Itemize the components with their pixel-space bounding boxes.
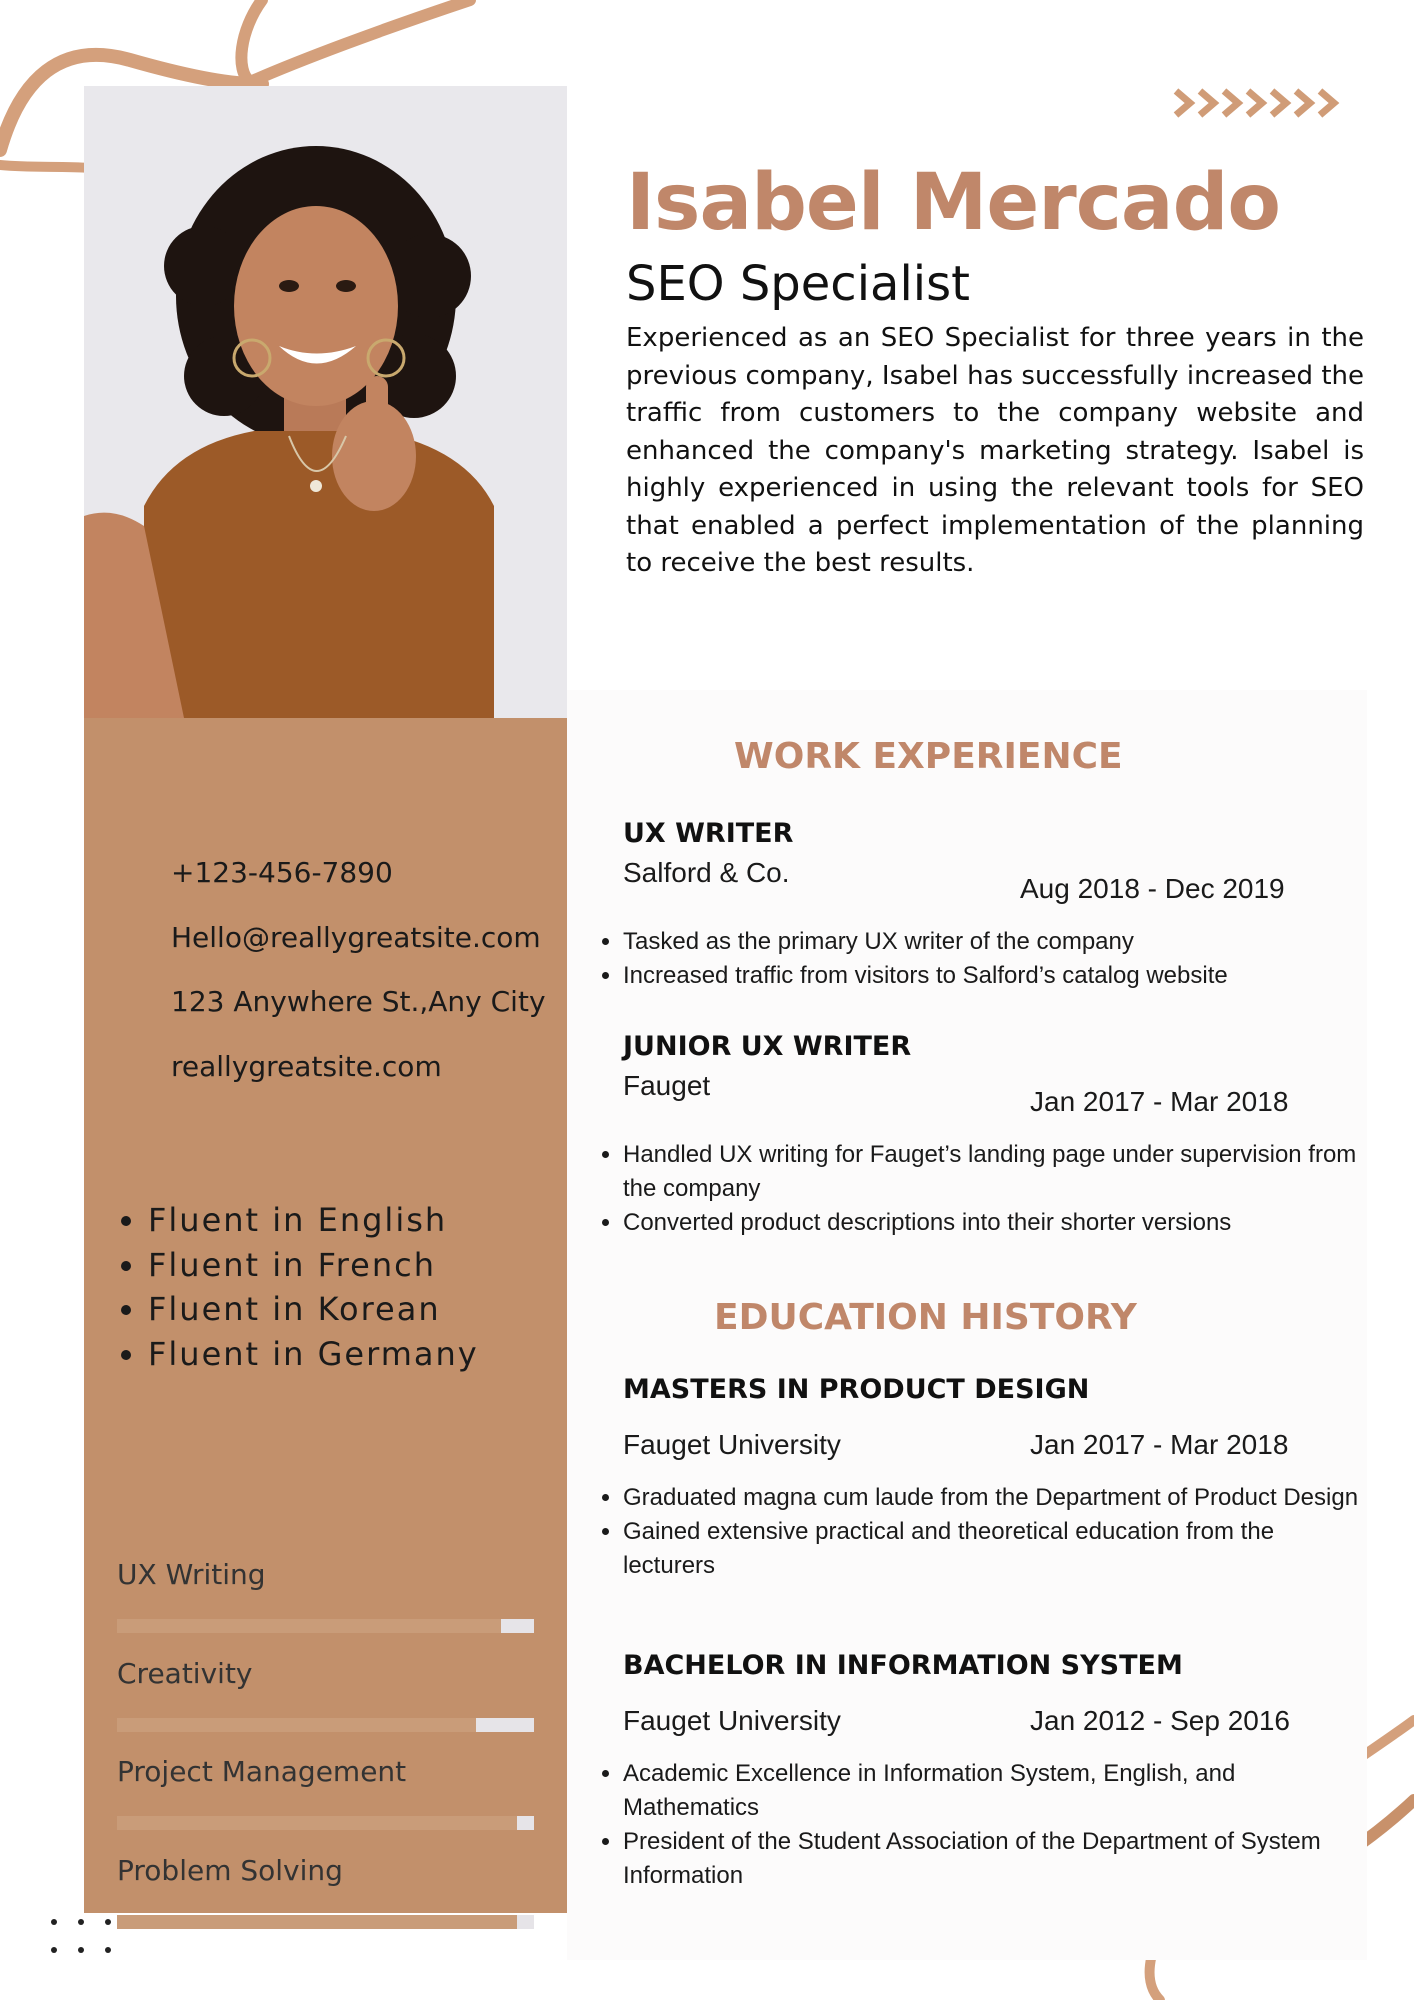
education-dates: Jan 2017 - Mar 2018	[1030, 1429, 1289, 1460]
language-item: • Fluent in Germany	[148, 1332, 479, 1377]
language-item: • Fluent in English	[148, 1198, 479, 1243]
skill-bar	[117, 1619, 534, 1633]
list-item: • Increased traffic from visitors to Salford’s catalog website	[623, 959, 1383, 993]
skill-bar-fill	[117, 1816, 517, 1830]
job-title: SEO Specialist	[626, 256, 970, 312]
skill-bar	[117, 1718, 534, 1732]
work-org: Salford & Co.	[623, 857, 790, 888]
skill-bar-marker	[476, 1718, 534, 1732]
skill-item	[117, 1854, 537, 1953]
education-degree: BACHELOR IN INFORMATION SYSTEM	[623, 1650, 1183, 1681]
skill-label: UX Writing	[117, 1558, 266, 1591]
skills-list	[117, 1558, 537, 1952]
skill-bar	[117, 1816, 534, 1830]
skill-bar-marker	[517, 1915, 534, 1929]
skill-bar-marker	[517, 1816, 534, 1830]
portrait-illustration	[84, 86, 567, 718]
contact-skills-panel	[84, 718, 567, 1913]
education-history-heading: EDUCATION HISTORY	[714, 1297, 1137, 1338]
list-item: • President of the Student Association of the Department of System Information	[623, 1825, 1363, 1893]
work-org: Fauget	[623, 1070, 711, 1101]
list-item: • Handled UX writing for Fauget’s landing page under supervision from the company	[623, 1138, 1363, 1206]
skill-bar-fill	[117, 1619, 501, 1633]
work-role: JUNIOR UX WRITER	[623, 1031, 912, 1062]
work-bullets	[597, 1138, 1363, 1240]
skill-item	[117, 1558, 537, 1657]
skill-label: Project Management	[117, 1755, 407, 1788]
contact-phone: +123-456-7890	[171, 856, 393, 889]
contact-email: Hello@reallygreatsite.com	[171, 920, 541, 954]
education-degree: MASTERS IN PRODUCT DESIGN	[623, 1374, 1090, 1405]
skill-item	[117, 1755, 537, 1854]
contact-list	[171, 856, 546, 1114]
list-item: • Gained extensive practical and theoretical education from the lecturers	[623, 1515, 1363, 1583]
education-dates: Jan 2012 - Sep 2016	[1030, 1705, 1290, 1736]
list-item: • Tasked as the primary UX writer of the company	[623, 925, 1383, 959]
chevrons-icon	[1172, 86, 1346, 120]
profile-photo	[84, 86, 567, 718]
list-item: • Converted product descriptions into their shorter versions	[623, 1206, 1363, 1240]
language-item: • Fluent in Korean	[148, 1287, 479, 1332]
skill-bar	[117, 1915, 534, 1929]
work-bullets	[597, 925, 1383, 993]
left-column	[84, 86, 567, 1913]
education-bullets	[597, 1481, 1363, 1583]
work-experience-heading: WORK EXPERIENCE	[734, 736, 1123, 777]
profile-summary: Experienced as an SEO Specialist for three years in the previous company, Isabel has successfully increased the traffic from customers to the company website and enhanced the company's marketing strategy. Isabel is highly experienced in using the relevant tools for SEO that enabled a perfect implementation of the planning to receive the best results.	[626, 323, 1364, 578]
skill-bar-fill	[117, 1718, 476, 1732]
skill-label: Creativity	[117, 1656, 253, 1690]
work-dates: Jan 2017 - Mar 2018	[1030, 1086, 1289, 1117]
list-item: • Graduated magna cum laude from the Department of Product Design	[623, 1481, 1363, 1515]
work-dates: Aug 2018 - Dec 2019	[1020, 873, 1285, 904]
education-school: Fauget University	[623, 1705, 841, 1736]
decorative-dots	[50, 1918, 120, 1958]
language-list	[114, 1198, 479, 1376]
work-role: UX WRITER	[623, 818, 794, 849]
candidate-name: Isabel Mercado	[626, 158, 1280, 248]
education-bullets	[597, 1757, 1363, 1893]
contact-address: 123 Anywhere St.,Any City	[171, 985, 546, 1018]
skill-item	[117, 1657, 537, 1756]
skill-label: Problem Solving	[117, 1853, 343, 1887]
education-school: Fauget University	[623, 1429, 841, 1460]
skill-bar-marker	[501, 1619, 534, 1633]
language-item: • Fluent in French	[148, 1243, 479, 1288]
skill-bar-fill	[117, 1915, 517, 1929]
list-item: • Academic Excellence in Information System, English, and Mathematics	[623, 1757, 1363, 1825]
contact-website: reallygreatsite.com	[171, 1049, 442, 1083]
